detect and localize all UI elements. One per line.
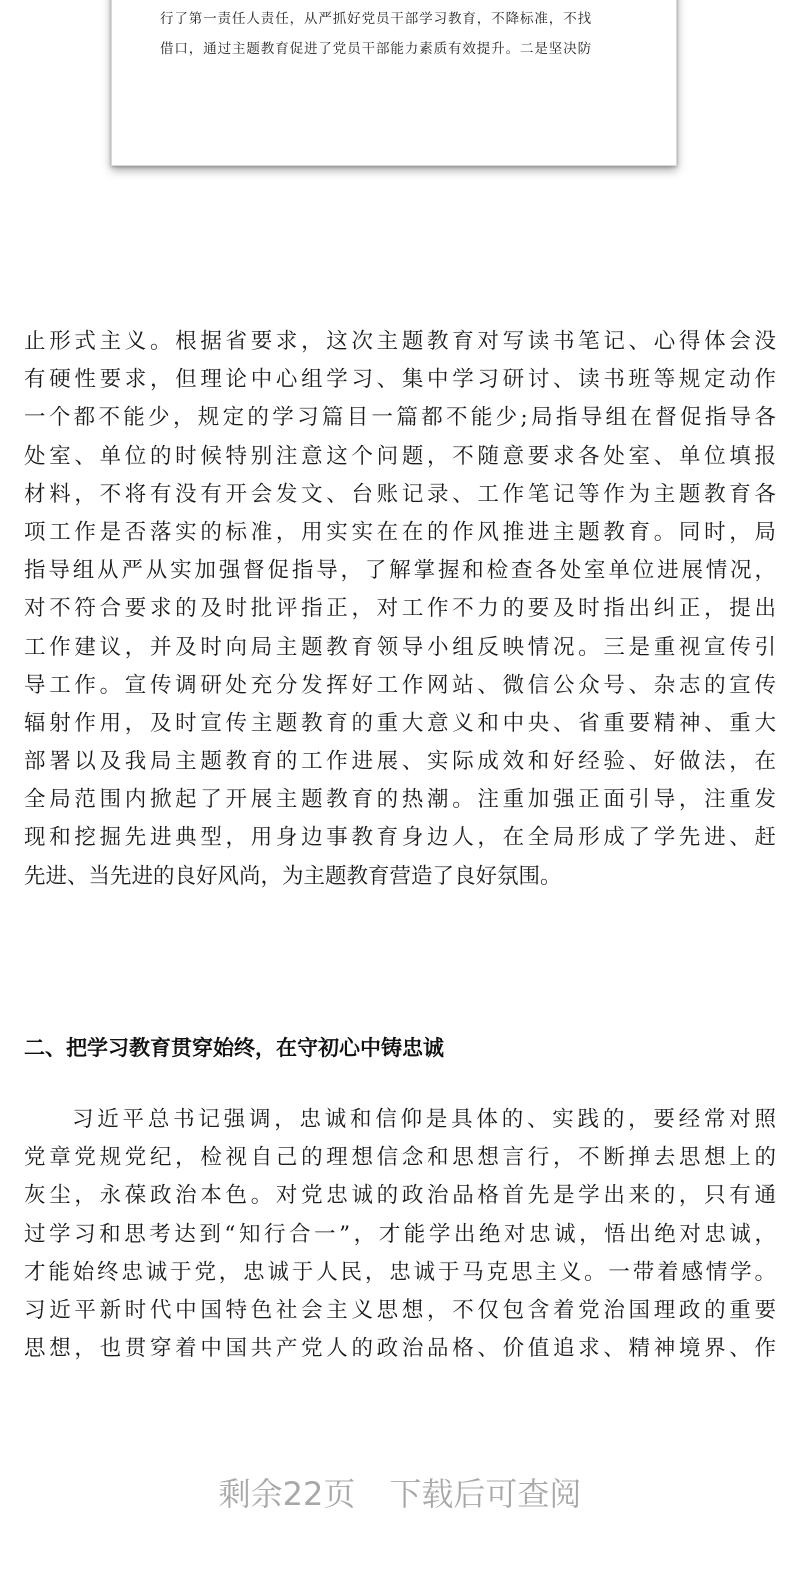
paragraph-2	[24, 1101, 776, 1368]
text-line: 过学习和思考达到“知行合一”，才能学出绝对忠诚，悟出绝对忠诚，	[24, 1221, 776, 1247]
text-line: 灰尘，永葆政治本色。对党忠诚的政治品格首先是学出来的，只有通	[24, 1183, 776, 1209]
download-to-view-label[interactable]: 下载后可查阅	[389, 1475, 582, 1513]
text-line: 有硬性要求，但理论中心组学习、集中学习研讨、读书班等规定动作	[24, 367, 776, 393]
remaining-pages-label[interactable]: 剩余22页	[218, 1475, 356, 1513]
preview-line-1: 行了第一责任人责任，从严抓好党员干部学习教育，不降标准，不找	[160, 11, 592, 27]
text-line: 习近平总书记强调，忠诚和信仰是具体的、实践的，要经常对照	[72, 1107, 776, 1132]
text-line: 思想，也贯穿着中国共产党人的政治品格、价值追求、精神境界、作	[24, 1336, 776, 1362]
text-line: 部署以及我局主题教育的工作进展、实际成效和好经验、好做法，在	[24, 749, 776, 775]
download-prompt[interactable]	[0, 1452, 800, 1532]
text-line: 全局范围内掀起了开展主题教育的热潮。注重加强正面引导，注重发	[24, 787, 776, 813]
text-line: 材料，不将有没有开会发文、台账记录、工作笔记等作为主题教育各	[24, 481, 776, 507]
document-preview-card	[111, 0, 677, 166]
text-line: 止形式主义。根据省要求，这次主题教育对写读书笔记、心得体会没	[24, 329, 776, 354]
text-line: 辐射作用，及时宣传主题教育的重大意义和中央、省重要精神、重大	[24, 710, 776, 736]
preview-line-2: 借口，通过主题教育促进了党员干部能力素质有效提升。二是坚决防	[160, 41, 592, 57]
text-line: 工作建议，并及时向局主题教育领导小组反映情况。三是重视宣传引	[24, 634, 776, 660]
text-line: 党章党规党纪，检视自己的理想信念和思想言行，不断掸去思想上的	[24, 1145, 776, 1171]
text-line: 对不符合要求的及时批评指正，对工作不力的要及时指出纠正，提出	[24, 596, 776, 622]
paragraph-1	[24, 323, 776, 896]
text-line: 习近平新时代中国特色社会主义思想，不仅包含着党治国理政的重要	[24, 1297, 776, 1323]
text-line: 先进、当先进的良好风尚，为主题教育营造了良好氛围。	[24, 863, 562, 889]
section-heading: 二、把学习教育贯穿始终，在守初心中铸忠诚	[24, 1036, 444, 1060]
text-line: 一个都不能少，规定的学习篇目一篇都不能少;局指导组在督促指导各	[24, 405, 776, 431]
text-line: 导工作。宣传调研处充分发挥好工作网站、微信公众号、杂志的宣传	[24, 672, 776, 698]
text-line: 处室、单位的时候特别注意这个问题，不随意要求各处室、单位填报	[24, 443, 776, 469]
text-line: 现和挖掘先进典型，用身边事教育身边人，在全局形成了学先进、赶	[24, 825, 776, 851]
text-line: 指导组从严从实加强督促指导，了解掌握和检查各处室单位进展情况，	[24, 558, 776, 584]
text-line: 项工作是否落实的标准，用实实在在的作风推进主题教育。同时，局	[24, 519, 776, 545]
text-line: 才能始终忠诚于党，忠诚于人民，忠诚于马克思主义。一带着感情学。	[24, 1259, 776, 1285]
